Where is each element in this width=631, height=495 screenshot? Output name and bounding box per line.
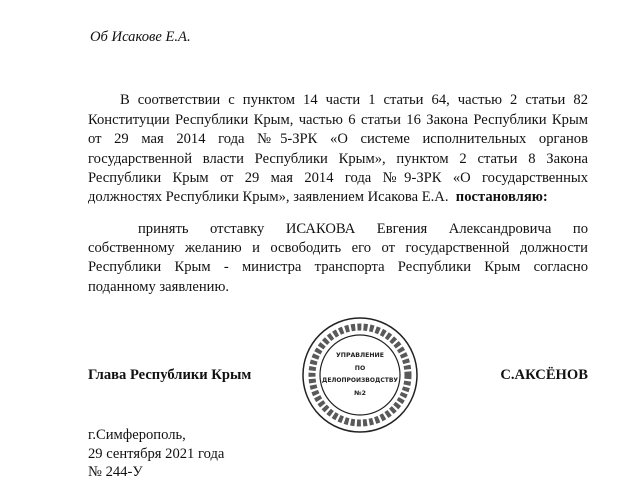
signatory-title: Глава Республики Крым [88, 367, 252, 383]
text-line: Республики Крым от 29 мая 2014 года №9-ЗРК «О государственных [88, 170, 588, 186]
text-line: В соответствии с пунктом 14 части 1 статьи 64, частью 2 статьи 82 [120, 92, 588, 108]
official-stamp [300, 315, 420, 435]
signatory-name: С.АКСЁНОВ [500, 367, 588, 383]
text-line: государственной власти Республики Крым», пунктом 2 статьи 8 Закона [88, 151, 588, 167]
stamp-center-line: №2 [354, 390, 366, 397]
decree-word: постановляю: [455, 189, 548, 205]
stamp-inner-ring [320, 335, 400, 415]
text-line: от 29 мая 2014 года №5-ЗРК «О системе исполнительных органов [88, 131, 588, 147]
stamp-center-line: ПО [354, 365, 366, 372]
text-line: Республики Крым - министра транспорта Республики Крым согласно [88, 259, 588, 275]
stamp-center-line: УПРАВЛЕНИЕ [336, 352, 384, 359]
text-line [88, 188, 588, 207]
text-line: поданному заявлению. [88, 279, 229, 295]
text-line: принять отставку ИСАКОВА Евгения Александровича по [138, 221, 588, 237]
document-subject: Об Исакове Е.А. [90, 29, 191, 45]
text-line: Конституции Республики Крым, частью 6 статьи 16 Закона Республики Крым [88, 112, 588, 128]
place: г.Симферополь, [88, 427, 186, 443]
text-line: собственному желанию и освободить его от государственной должности [88, 240, 588, 256]
document-number: № 244-У [88, 464, 143, 480]
text-line-content: должностях Республики Крым», заявлением Исакова Е.А. [88, 189, 449, 205]
date: 29 сентября 2021 года [88, 446, 225, 462]
stamp-center-line: ДЕЛОПРОИЗВОДСТВУ [321, 377, 399, 384]
stamp-ring-lettering [312, 327, 408, 423]
